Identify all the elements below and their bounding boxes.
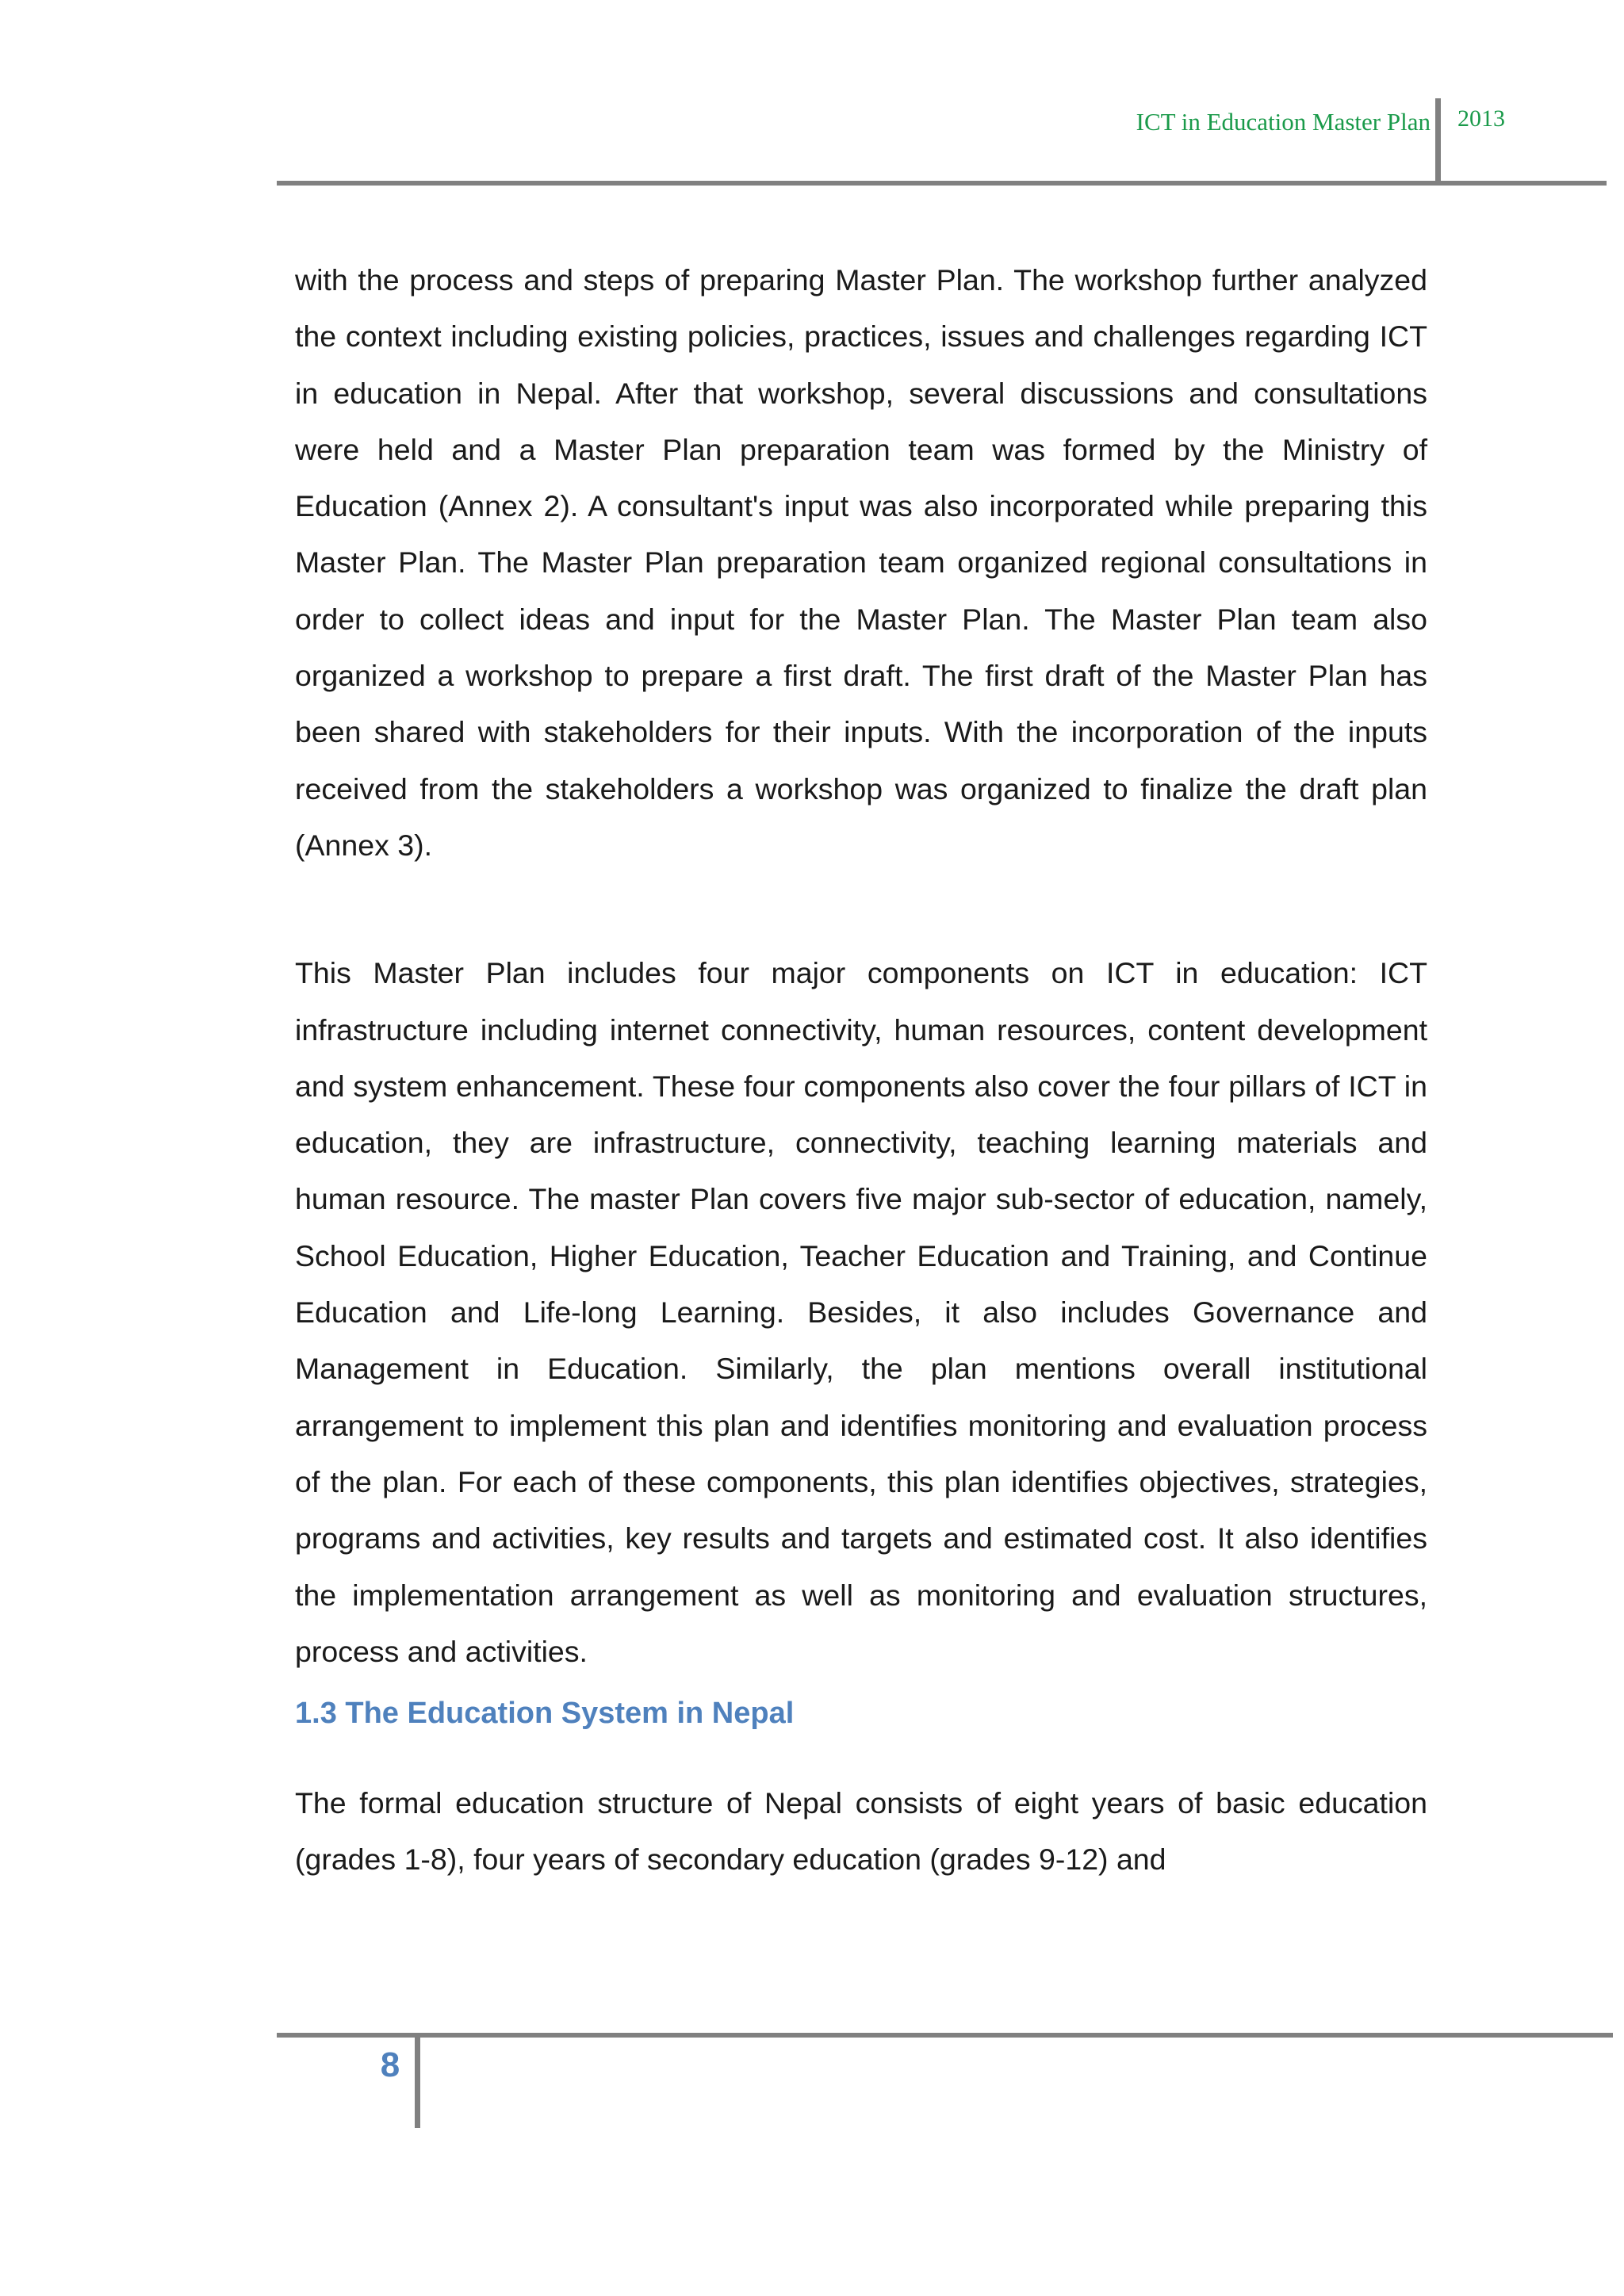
header-title: ICT in Education Master Plan — [1136, 108, 1431, 136]
header-rule — [277, 181, 1607, 186]
body-paragraph: with the process and steps of preparing Master Plan. The workshop further analyzed the context including existing policies, practices, issues and challenges regarding ICT in education in Nepal. After that workshop, several discussions and consultations were held and a Master Plan preparation team was formed by the Ministry of Education (Annex 2). A consultant's input was also incorporated while preparing this Master Plan. The Master Plan preparation team organized regional consultations in order to collect ideas and input for the Master Plan. The Master Plan team also organized a workshop to prepare a first draft. The first draft of the Master Plan has been shared with stakeholders for their inputs. With the incorporation of the inputs received from the stakeholders a workshop was organized to finalize the draft plan (Annex 3). — [295, 263, 1427, 862]
body-paragraph: The formal education structure of Nepal consists of eight years of basic education (grades 1-8), four years of secondary education (grades 9-12) and — [295, 1786, 1427, 1877]
footer-rule — [277, 2033, 1613, 2038]
header-year: 2013 — [1457, 105, 1505, 132]
page-number: 8 — [380, 2045, 400, 2084]
body-paragraph: This Master Plan includes four major components on ICT in education: ICT infrastructure including internet connectivity, human resources, content development and system enhancement. These four components also cover the four pillars of ICT in education, they are infrastructure, connectivity, teaching learning materials and human resource. The master Plan covers five major sub-sector of education, namely, School Education, Higher Education, Teacher Education and Training, and Continue Education and Life-long Learning. Besides, it also includes Governance and Management in Education. Similarly, the plan mentions overall institutional arrangement to implement this plan and identifies monitoring and evaluation process of the plan. For each of these components, this plan identifies objectives, strategies, programs and activities, key results and targets and estimated cost. It also identifies the implementation arrangement as well as monitoring and evaluation structures, process and activities. — [295, 956, 1427, 1668]
page-body — [295, 252, 1427, 1888]
footer-divider — [415, 2033, 420, 2128]
section-heading: 1.3 The Education System in Nepal — [295, 1697, 795, 1731]
header-divider — [1435, 98, 1441, 184]
